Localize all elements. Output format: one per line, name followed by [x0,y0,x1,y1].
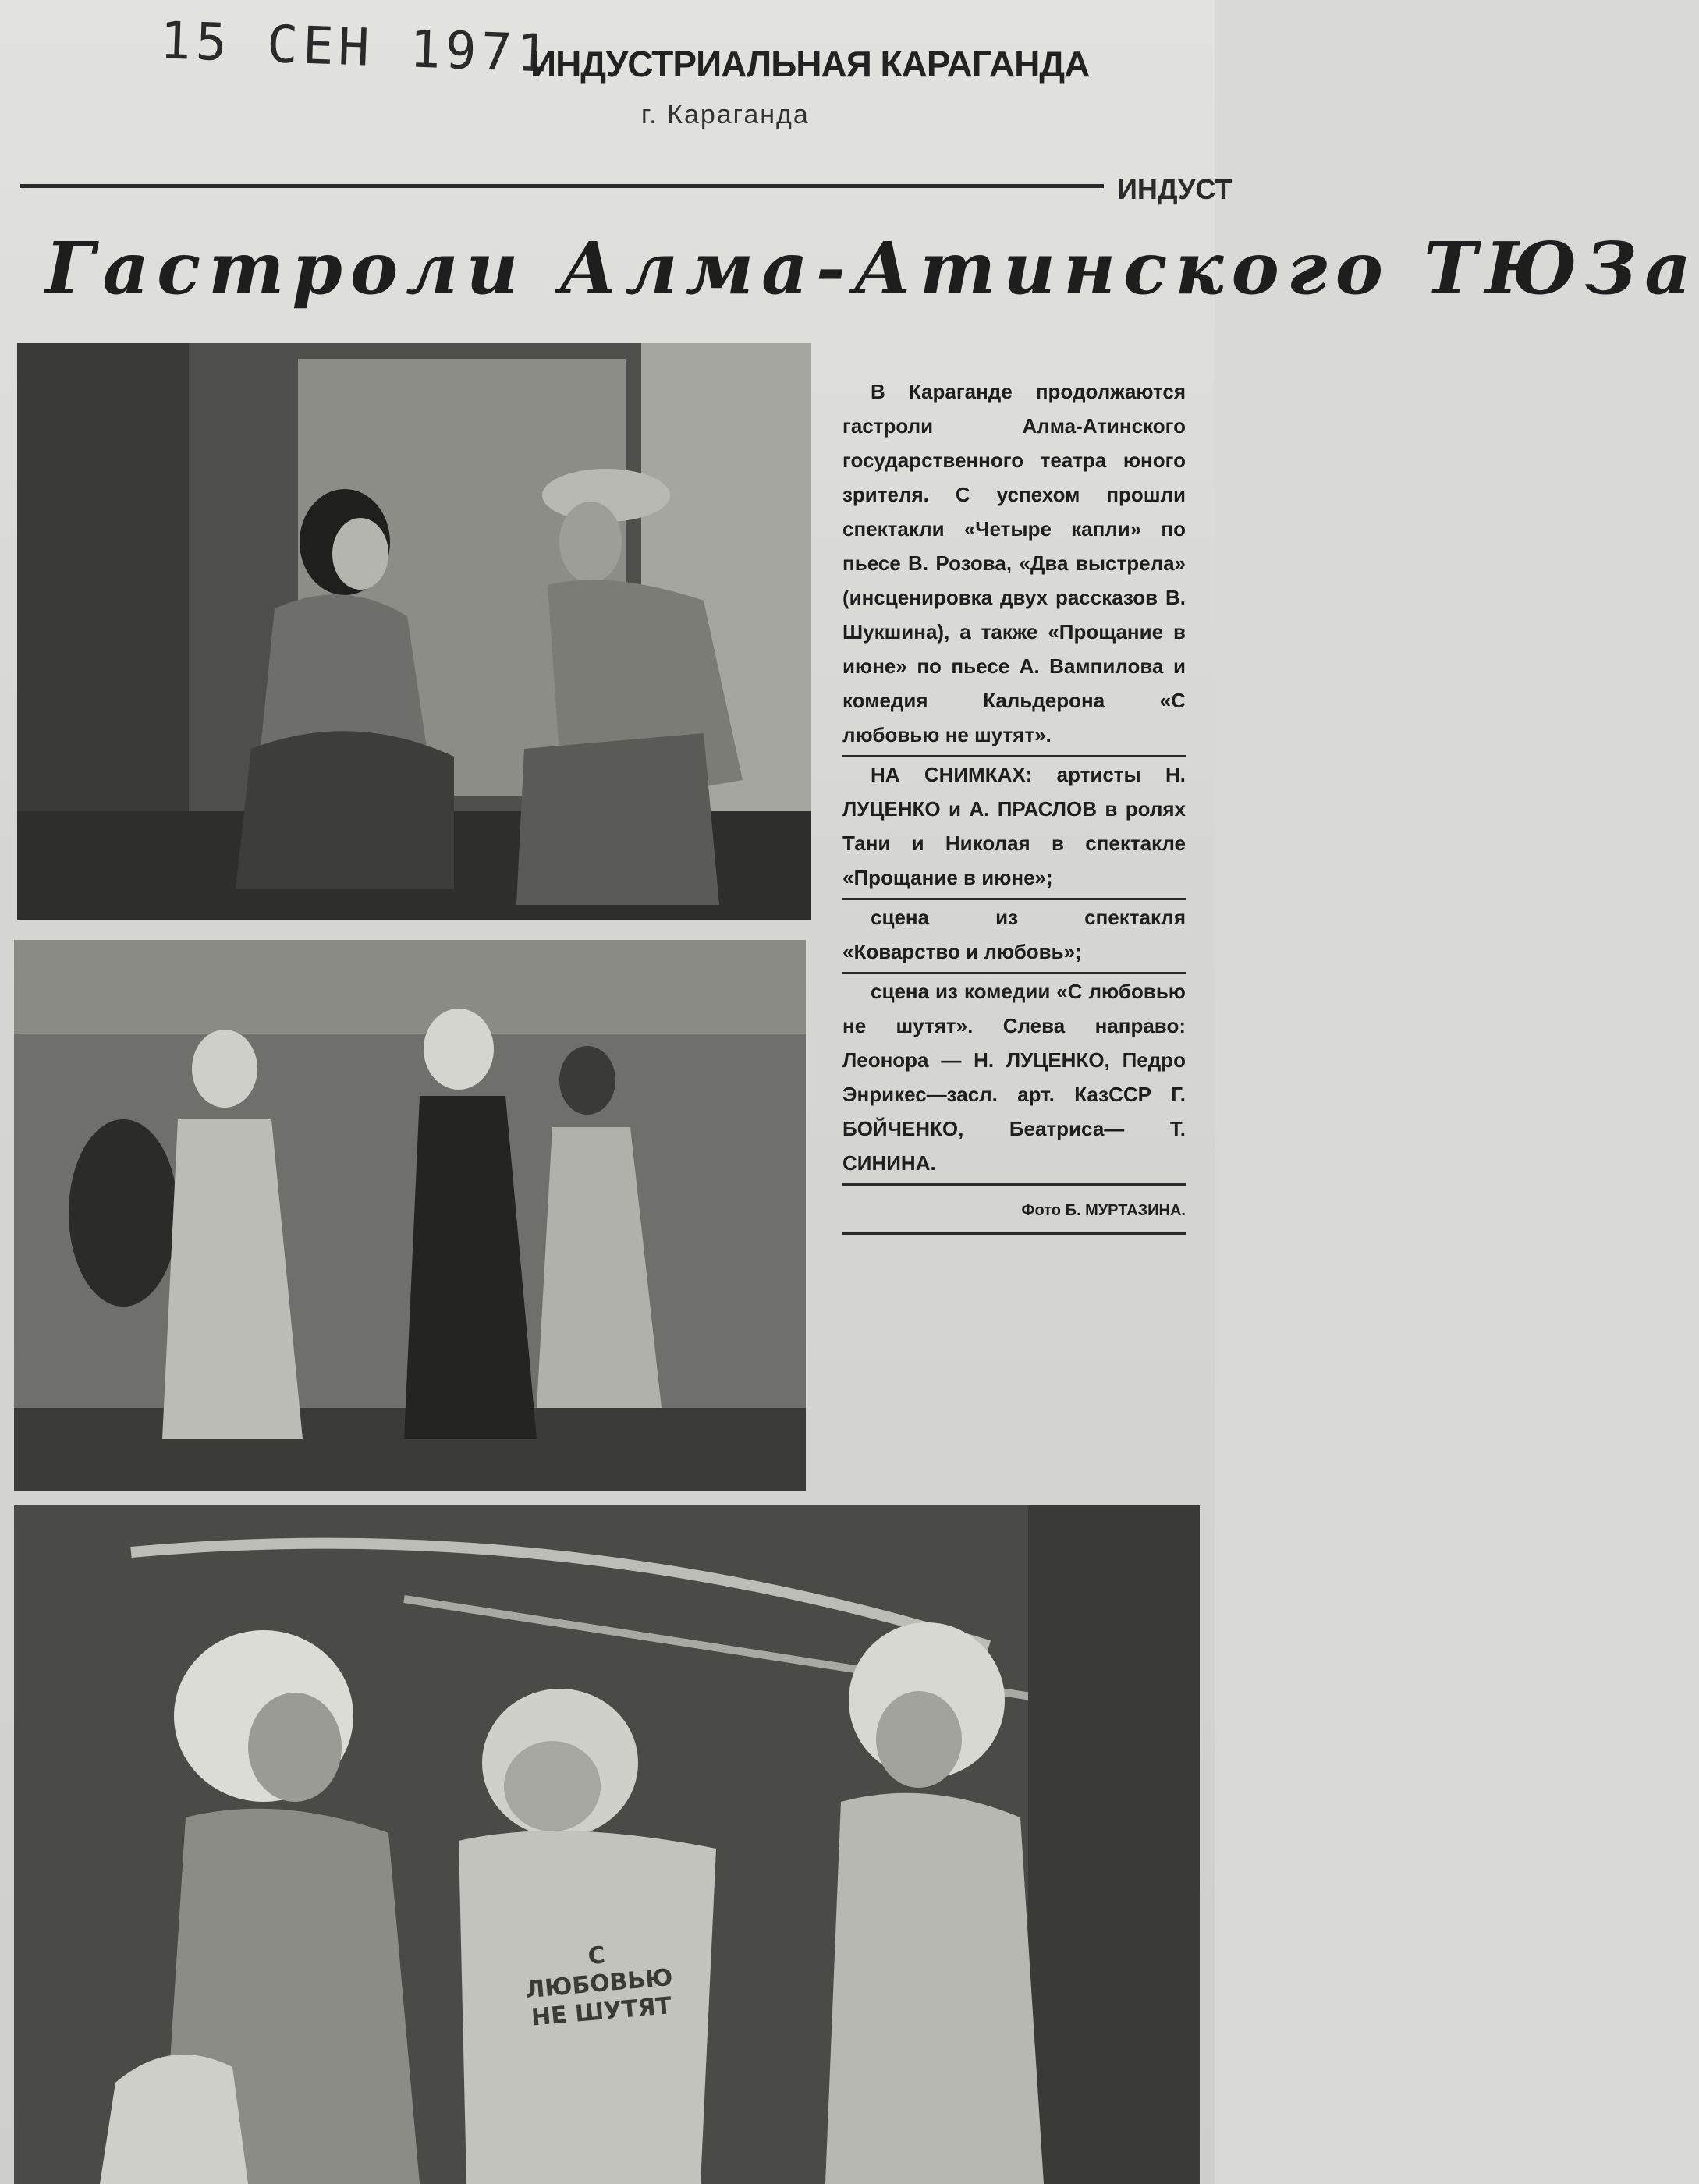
shirt-lettering: С ЛЮБОВЬЮ НЕ ШУТЯТ [524,1941,674,2032]
caption-2-text: сцена из спектакля «Коварство и любовь»; [842,906,1186,963]
caption-photo-2 [842,900,1186,974]
newspaper-masthead: ИНДУСТРИАЛЬНАЯ КАРАГАНДА [530,44,1090,84]
caption-photo-3 [842,974,1186,1186]
running-head: ИНДУСТ [1117,173,1233,205]
intro-text: В Караганде продолжаются гастроли Алма-Атинского государственного театра юного зрителя. С успехом прошли спектакли «Четыре капли» по пьесе В. Розова, «Два выстрела» (инсценировка двух рассказов В. Шукшина), а также «Прощание в июне» по пьесе А. Вампилова и комедия Кальдерона «С любовью не шутят». [842,380,1186,746]
masthead-city: г. Караганда [641,100,810,129]
article-intro [842,374,1186,757]
photo-no-trifling-with-love [14,1505,1200,2184]
header-rule [20,184,1104,188]
photo-farewell-in-june [17,343,811,920]
caption-1-text: НА СНИМКАХ: артисты Н. ЛУЦЕНКО и А. ПРАСЛОВ в ролях Тани и Николая в спектакле «Прощание в июне»; [842,763,1186,889]
photo-intrigue-and-love [14,940,806,1491]
caption-photo-1 [842,757,1186,900]
date-stamp: 15 СЕН 1971 [158,10,554,84]
article-text-column [842,374,1186,1235]
caption-3-text: сцена из комедии «С любовью не шутят». Слева направо: Леонора — Н. ЛУЦЕНКО, Педро Энрикес—засл. арт. КазССР Г. БОЙЧЕНКО, Беатриса— Т. СИНИНА. [842,980,1186,1175]
photo-credit: Фото Б. МУРТАЗИНА. [842,1193,1186,1235]
article-headline: Гастроли Алма-Атинского ТЮЗа [45,226,1699,310]
